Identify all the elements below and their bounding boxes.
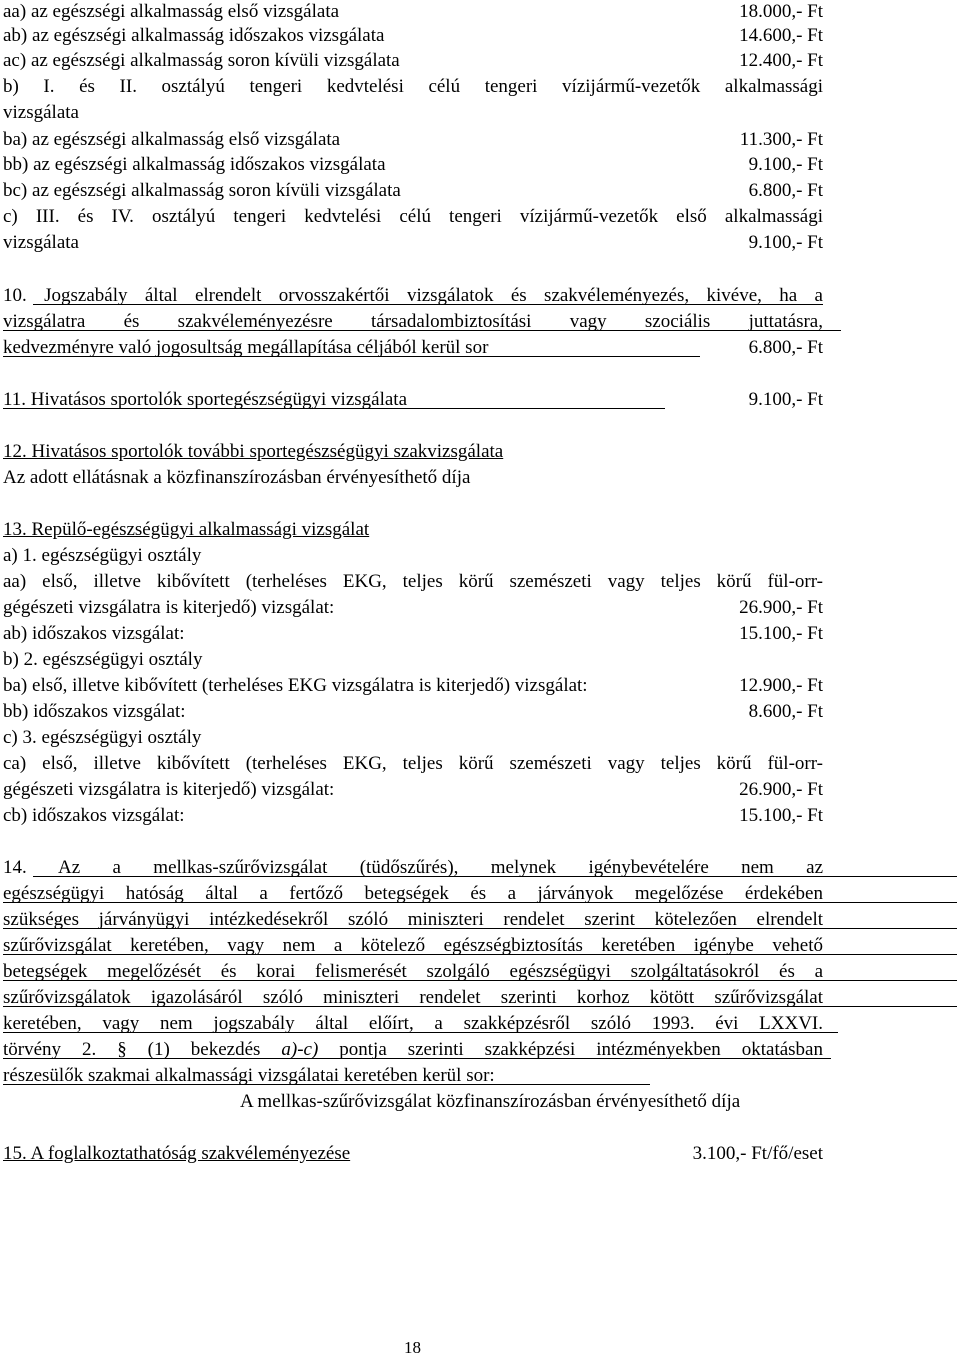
section-14-line8-a: törvény 2. § (1) bekezdés [3, 1039, 282, 1060]
section-11-price: 9.100,- Ft [748, 389, 823, 410]
item-label: vizsgálata [3, 232, 79, 253]
item-b-heading: b) I. és II. osztályú tengeri kedvtelési célú tengeri vízijármű-vezetők alkalmassági [3, 76, 823, 97]
page-number: 18 [404, 1338, 421, 1357]
section-14-line8-b: a)-c) [281, 1039, 319, 1060]
item-price: 15.100,- Ft [739, 805, 823, 826]
section-14-line3: szükséges járványügyi intézkedésekről szóló miniszteri rendelet szerint kötelezően elrendelt [3, 909, 823, 930]
item-price: 11.300,- Ft [739, 129, 823, 150]
section-10-line2: vizsgálatra és szakvéleményezésre társadalombiztosítási vagy szociális juttatásra, [3, 311, 823, 332]
section-14-line4: szűrővizsgálat keretében, vagy nem a kötelező egészségbiztosítás keretében igénybe vehető [3, 935, 823, 956]
underline [3, 928, 957, 929]
section-13-b: b) 2. egészségügyi osztály [3, 649, 203, 670]
item-label: ba) első, illetve kibővített (terheléses EKG vizsgálatra is kiterjedő) vizsgálat: [3, 675, 588, 696]
item-label: ba) az egészségi alkalmasság első vizsgálata [3, 129, 341, 150]
underline [33, 876, 957, 877]
section-15-price: 3.100,- Ft/fő/eset [692, 1143, 823, 1164]
section-12-line2: Az adott ellátásnak a közfinanszírozásban érvényesíthető díja [3, 467, 471, 488]
section-15-label: 15. A foglalkoztathatóság szakvéleményezése [3, 1143, 351, 1164]
underline [3, 356, 700, 357]
section-10-price: 6.800,- Ft [748, 337, 823, 358]
section-14-line6: szűrővizsgálatok igazolásáról szóló miniszteri rendelet szerinti korhoz kötött szűrővizsgálat [3, 987, 823, 1008]
underline [33, 304, 823, 305]
item-label: ab) az egészségi alkalmasság időszakos vizsgálata [3, 25, 385, 46]
section-14-line8-c: pontja szerinti szakképzési intézményekben oktatásban [318, 1039, 823, 1060]
item-label: gégészeti vizsgálatra is kiterjedő) vizsgálat: [3, 779, 335, 800]
item-price: 14.600,- Ft [739, 25, 823, 46]
underline [3, 902, 957, 903]
underline [3, 954, 957, 955]
item-price: 8.600,- Ft [748, 701, 823, 722]
underline [3, 1084, 650, 1085]
underline [3, 330, 841, 331]
section-14-line9: részesülők szakmai alkalmassági vizsgálatai keretében kerül sor: [3, 1065, 495, 1086]
section-10-line3: kedvezményre való jogosultság megállapítása céljából kerül sor [3, 337, 489, 358]
item-c-heading: c) III. és IV. osztályú tengeri kedvtelési célú tengeri vízijármű-vezetők első alkalmassági [3, 206, 823, 227]
item-label: gégészeti vizsgálatra is kiterjedő) vizsgálat: [3, 597, 335, 618]
underline [3, 1006, 957, 1007]
section-14-line5: betegségek megelőzését és korai felismerését szolgáló egészségügyi szolgáltatásokról és a [3, 961, 823, 982]
item-label: bc) az egészségi alkalmasság soron kívüli vizsgálata [3, 180, 401, 201]
item-price: 6.800,- Ft [748, 180, 823, 201]
underline [3, 408, 665, 409]
item-price: 9.100,- Ft [748, 154, 823, 175]
section-14-fee: A mellkas-szűrővizsgálat közfinanszírozásban érvényesíthető díja [240, 1091, 741, 1112]
item-label: bb) időszakos vizsgálat: [3, 701, 186, 722]
section-13-a: a) 1. egészségügyi osztály [3, 545, 202, 566]
section-12-title: 12. Hivatásos sportolók további sportegészségügyi szakvizsgálata [3, 441, 504, 462]
item-price: 26.900,- Ft [739, 779, 823, 800]
item-price: 18.000,- Ft [739, 1, 823, 22]
item-label: ac) az egészségi alkalmasság soron kívüli vizsgálata [3, 50, 400, 71]
section-10-line1: 10. Jogszabály által elrendelt orvosszakértői vizsgálatok és szakvéleményezés, kivéve, ha a [3, 285, 823, 306]
item-b-heading-cont: vizsgálata [3, 102, 79, 123]
item-price: 9.100,- Ft [748, 232, 823, 253]
underline [3, 1032, 838, 1033]
item-label: cb) időszakos vizsgálat: [3, 805, 185, 826]
underline [3, 980, 957, 981]
item-label: bb) az egészségi alkalmasság időszakos vizsgálata [3, 154, 386, 175]
item-label: aa) az egészségi alkalmasság első vizsgálata [3, 1, 340, 22]
underline [3, 1058, 831, 1059]
section-13-c: c) 3. egészségügyi osztály [3, 727, 202, 748]
section-14-line2: egészségügyi hatóság által a fertőző betegségek és a járványok megelőzése érdekében [3, 883, 823, 904]
item-price: 12.400,- Ft [739, 50, 823, 71]
section-11-label: 11. Hivatásos sportolók sportegészségügyi vizsgálata [3, 389, 408, 410]
section-13-aa-line1: aa) első, illetve kibővített (terheléses EKG, teljes körű szemészeti vagy teljes körű fül-orr- [3, 571, 823, 592]
item-label: ab) időszakos vizsgálat: [3, 623, 185, 644]
item-price: 26.900,- Ft [739, 597, 823, 618]
item-price: 15.100,- Ft [739, 623, 823, 644]
section-14-line1: 14. Az a mellkas-szűrővizsgálat (tüdőszűrés), melynek igénybevételére nem az [3, 857, 823, 878]
section-13-ca-line1: ca) első, illetve kibővített (terheléses EKG, teljes körű szemészeti vagy teljes körű fül-orr- [3, 753, 823, 774]
section-13-title: 13. Repülő-egészségügyi alkalmassági vizsgálat [3, 519, 370, 540]
section-14-line7: keretében, vagy nem jogszabály által előírt, a szakképzésről szóló 1993. évi LXXVI. [3, 1013, 823, 1034]
item-price: 12.900,- Ft [739, 675, 823, 696]
